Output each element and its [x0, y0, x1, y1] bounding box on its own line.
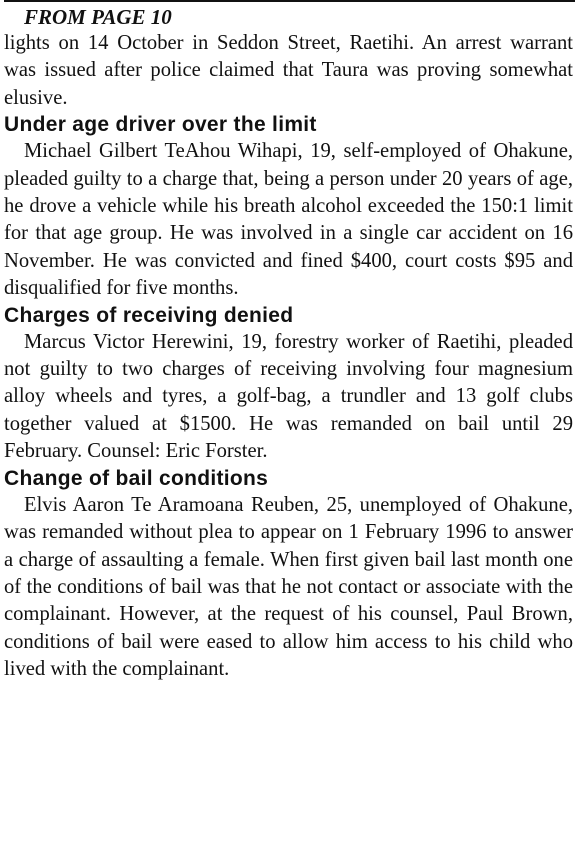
article-body: Marcus Victor Herewini, 19, forestry worker of Raetihi, pleaded not guilty to two charges of receiving involving four magnesium alloy wheels and tyres, a golf-bag, a trundler and 13 golf clubs together valued at $1500. He was remanded on bail until 29 February. Counsel: Eric Forster.: [4, 330, 573, 463]
lead-paragraph: lights on 14 October in Seddon Street, Raetihi. An arrest warrant was issued after police claimed that Taura was proving somewhat elusive.: [4, 32, 573, 109]
article-body: Elvis Aaron Te Aramoana Reuben, 25, unemployed of Ohakune, was remanded without plea to appear on 1 February 1996 to answer a charge of assaulting a female. When first given bail last month one of the conditions of bail was that he not contact or associate with the complainant. However, at the request of his counsel, Paul Brown, conditions of bail were eased to allow him access to his child who lived with the complainant.: [4, 493, 573, 681]
article-charges-of-receiving: [4, 303, 573, 466]
article-headline: Charges of receiving denied: [4, 303, 294, 327]
article-body: Michael Gilbert TeAhou Wihapi, 19, self-employed of Ohakune, pleaded guilty to a charge that, being a person under 20 years of age, he drove a vehicle while his breath alcohol exceeded the 150:1 limit for that age group. He was involved in a single car accident on 16 November. He was convicted and fined $400, court costs $95 and disqualified for five months.: [4, 140, 573, 300]
top-rule: [4, 0, 575, 2]
continuation-label: FROM PAGE 10: [24, 5, 172, 29]
article-under-age-driver: [4, 112, 573, 302]
article-headline: Change of bail conditions: [4, 466, 269, 490]
article-headline: Under age driver over the limit: [4, 113, 317, 137]
article-change-of-bail: [4, 466, 573, 684]
